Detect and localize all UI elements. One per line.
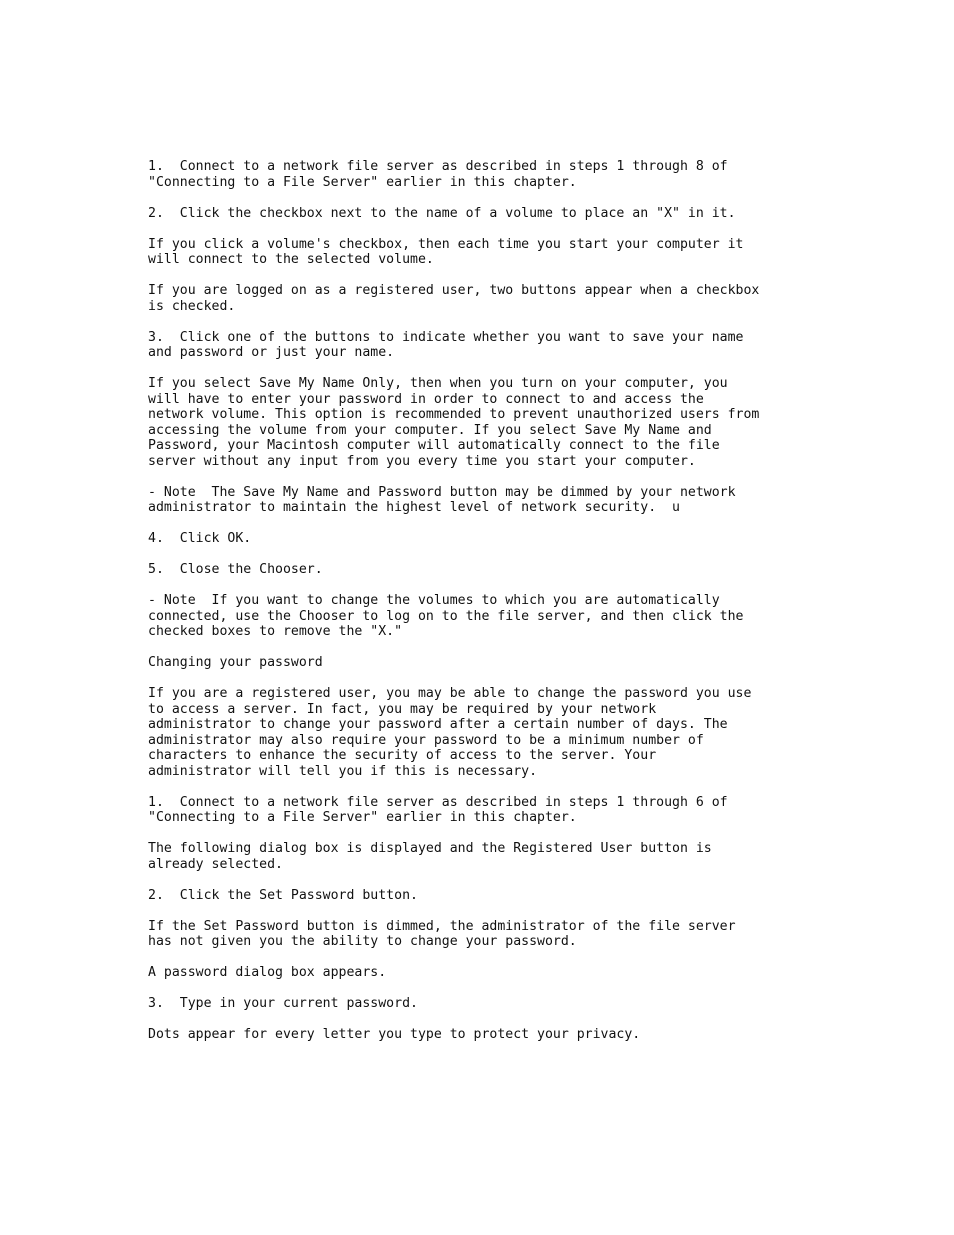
dialog-displayed-note: The following dialog box is displayed and the Registered User button is already selected. <box>148 841 712 872</box>
password-dialog-appears: A password dialog box appears. <box>148 965 387 980</box>
step-4-click-ok: 4. Click OK. <box>148 531 252 546</box>
step-5-close-chooser: 5. Close the Chooser. <box>148 562 323 577</box>
step-3-type-password: 3. Type in your current password. <box>148 996 418 1011</box>
set-password-dimmed-note: If the Set Password button is dimmed, the administrator of the file server has not given you the ability to change your password. <box>148 918 736 949</box>
step-2-click-checkbox: 2. Click the checkbox next to the name of a volume to place an "X" in it. <box>148 205 736 221</box>
note-dimmed-button: - Note The Save My Name and Password button may be dimmed by your network administrator to maintain the highest level of network security. u <box>148 484 736 515</box>
dots-appear-note: Dots appear for every letter you type to protect your privacy. <box>148 1027 641 1042</box>
changing-password-intro: If you are a registered user, you may be able to change the password you use to access a server. In fact, you may be required by your network administrator to change your password after a certain number of days. The administrator may also require your password to be a minimum number of characters to enhance the security of access to the server. Your administrator will tell you if this is necessary. <box>148 686 752 779</box>
step-1-connect-password: 1. Connect to a network file server as described in steps 1 through 6 of "Connecting to a File Server" earlier in this chapter. <box>148 794 728 825</box>
document-body <box>148 159 828 1058</box>
step-2-set-password: 2. Click the Set Password button. <box>148 887 418 903</box>
note-change-volumes: - Note If you want to change the volumes to which you are automatically connected, use the Chooser to log on to the file server, and then click the checked boxes to remove the "X." <box>148 593 744 639</box>
registered-user-buttons-note: If you are logged on as a registered user, two buttons appear when a checkbox is checked. <box>148 283 760 314</box>
save-my-name-explanation: If you select Save My Name Only, then when you turn on your computer, you will have to enter your password in order to connect to and access the network volume. This option is recommended to prevent unauthorized users from accessing the volume from your computer. If you select Save My Name and Password, your Macintosh computer will automatically connect to the file server without any input from you every time you start your computer. <box>148 376 760 469</box>
step-1-connect: 1. Connect to a network file server as described in steps 1 through 8 of "Connecting to a File Server" earlier in this chapter. <box>148 159 728 190</box>
section-heading-changing-password: Changing your password <box>148 655 323 670</box>
checkbox-explanation: If you click a volume's checkbox, then each time you start your computer it will connect to the selected volume. <box>148 236 744 267</box>
step-3-click-button: 3. Click one of the buttons to indicate whether you want to save your name and password or just your name. <box>148 329 744 360</box>
